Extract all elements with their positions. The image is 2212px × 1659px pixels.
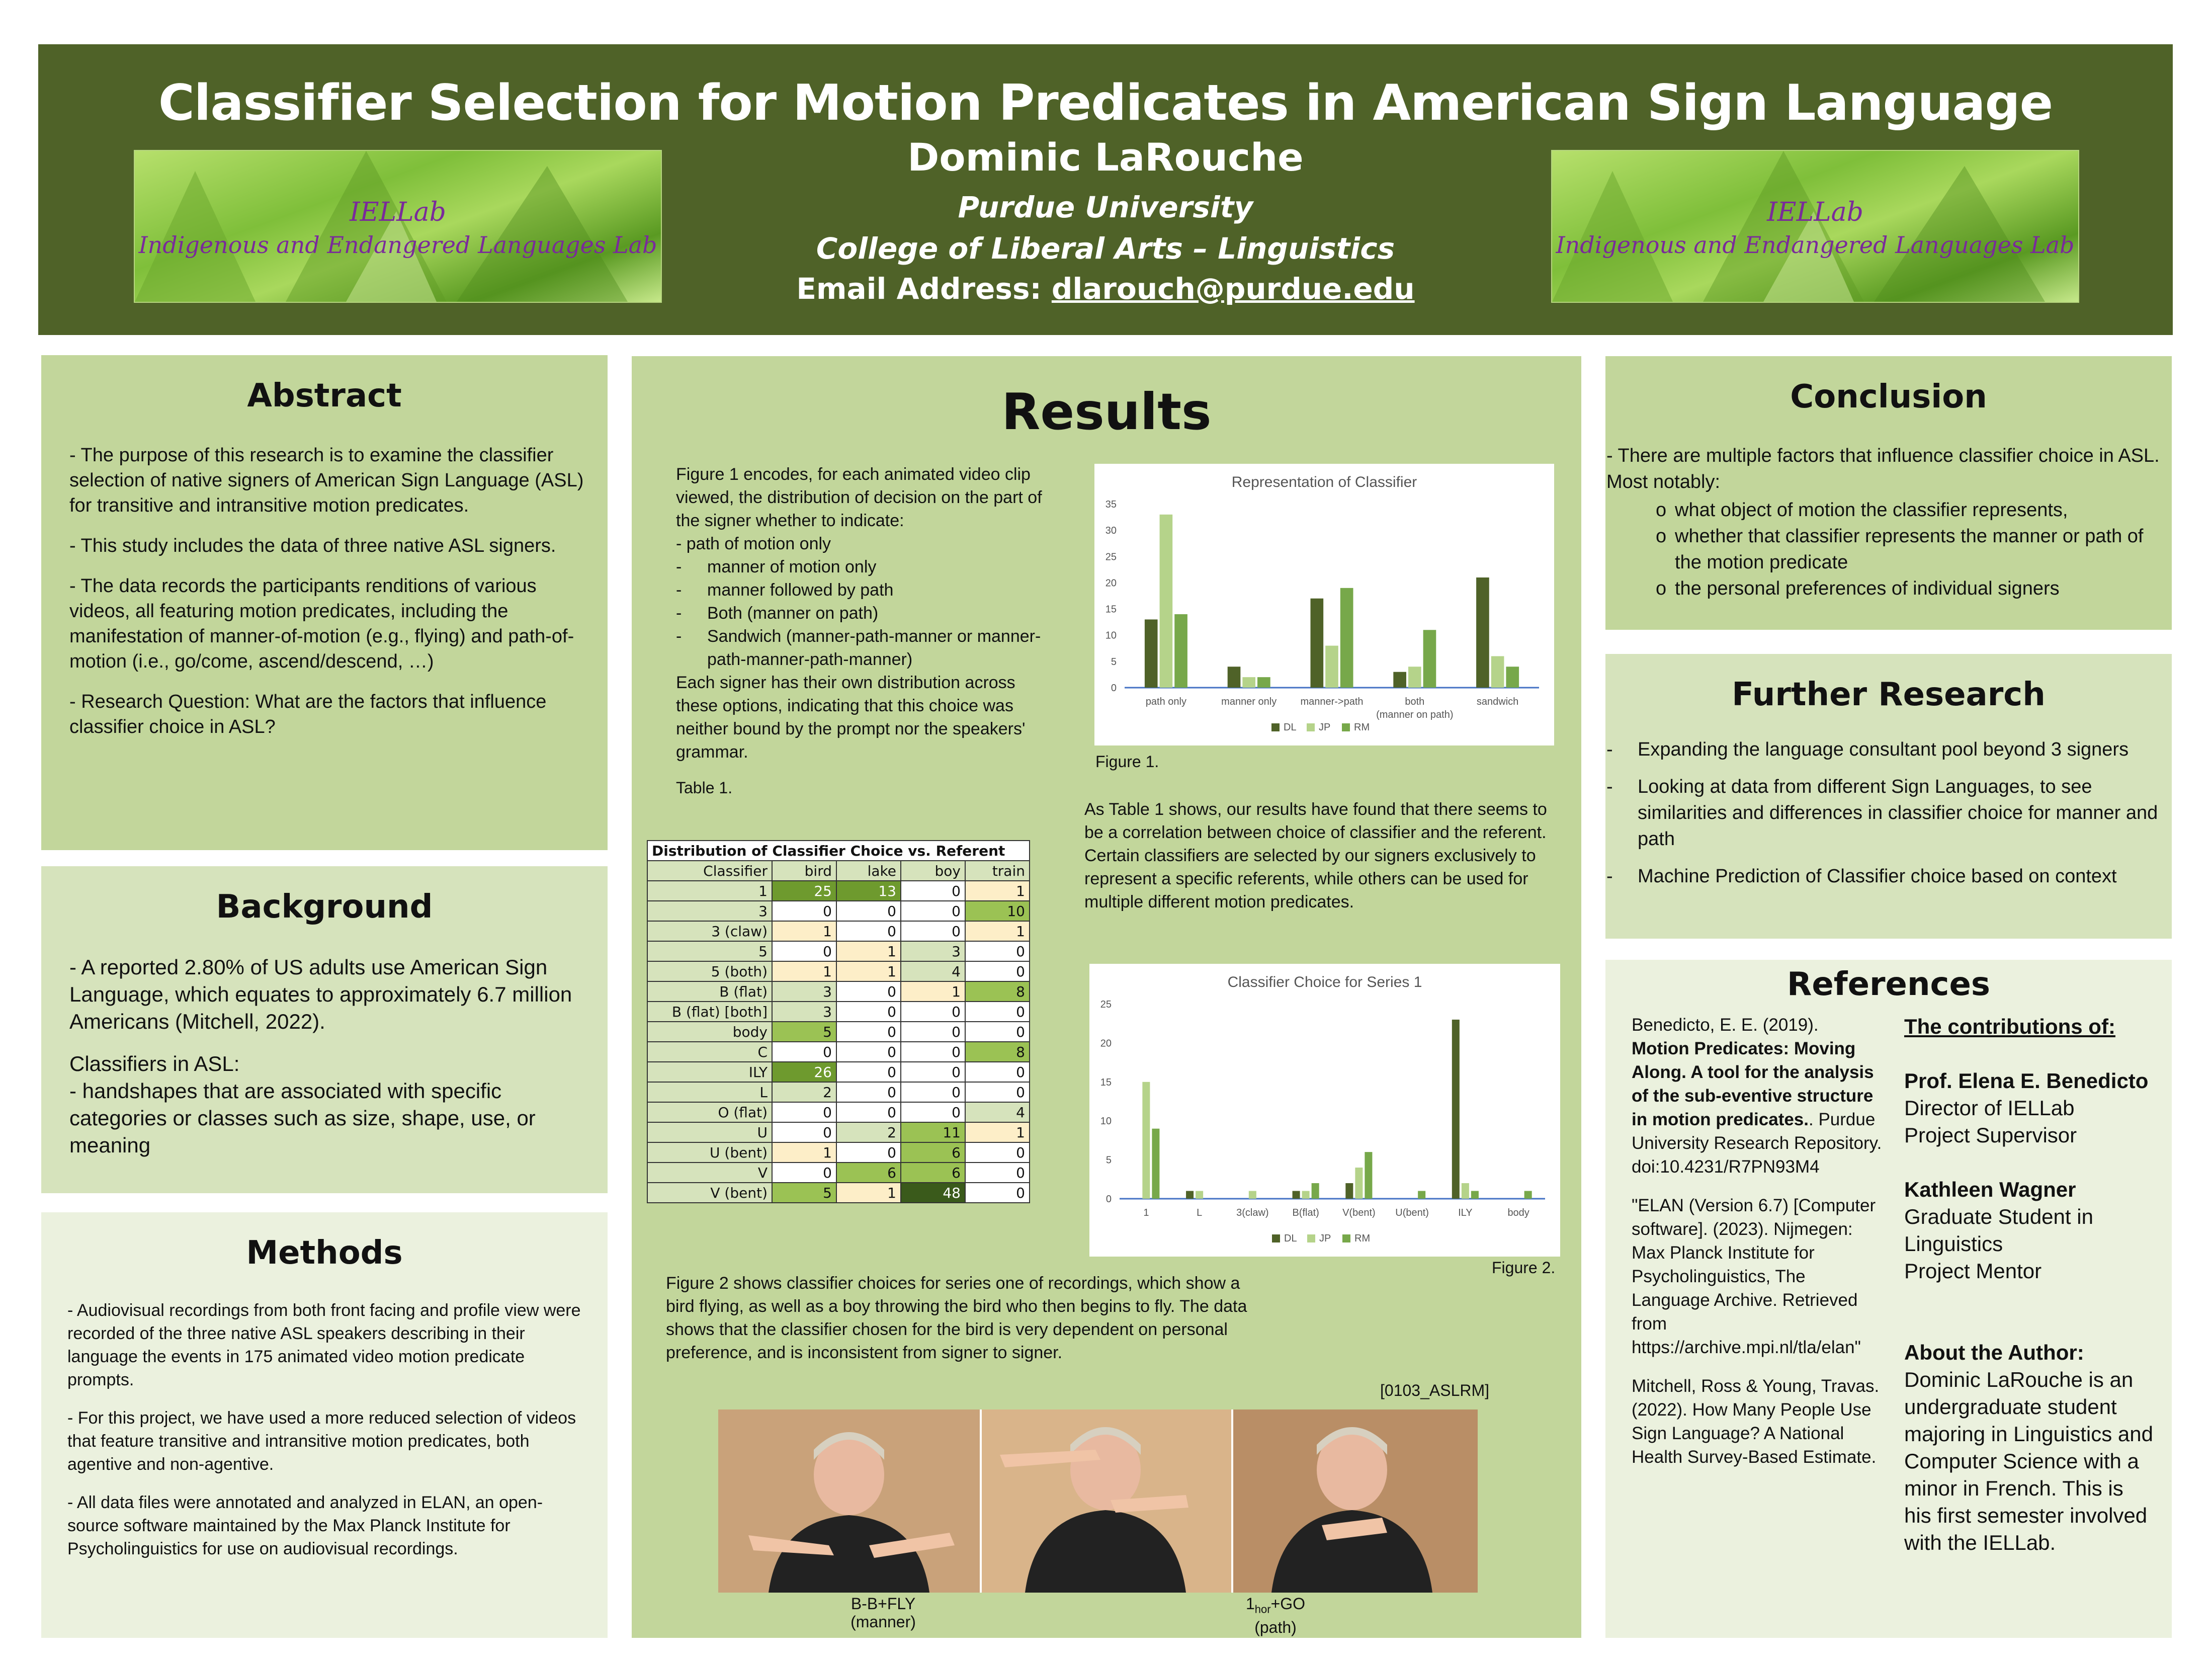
y-tick-label: 15 (1100, 1076, 1112, 1088)
table1-row-label: 3 (647, 901, 772, 921)
reference-1 (1632, 1013, 1883, 1179)
table1-cell: 0 (965, 941, 1030, 961)
table1-cell: 0 (901, 1082, 965, 1102)
photo-caption-2-type: (path) (1254, 1618, 1297, 1637)
table1-cell: 0 (965, 961, 1030, 981)
table1-row-label: O (flat) (647, 1102, 772, 1122)
figure1-description (676, 463, 1058, 764)
author-name: Dominic LaRouche (907, 135, 1304, 180)
abstract-body (69, 443, 587, 755)
logo-text-lab-name: Indigenous and Endangered Languages Lab (138, 231, 657, 259)
figure1-intro: Figure 1 encodes, for each animated video clip viewed, the distribution of decision on the part of the signer whether to indicate: (676, 465, 1042, 530)
x-tick-label: 3(claw) (1236, 1207, 1269, 1218)
table1-cell: 0 (772, 941, 836, 961)
further-research-body (1606, 736, 2165, 889)
table-row (647, 1062, 1030, 1082)
abstract-p2: - This study includes the data of three native ASL signers. (69, 535, 556, 556)
bar (1476, 577, 1489, 688)
table1-cell: 1 (965, 1122, 1030, 1142)
x-tick-label: body (1507, 1207, 1529, 1218)
bar (1242, 677, 1255, 688)
legend-swatch (1342, 1234, 1350, 1242)
bar (1345, 1183, 1353, 1199)
list-text: the personal preferences of individual signers (1675, 578, 2060, 599)
list-item (1606, 774, 2165, 852)
table1-cell: 0 (836, 921, 901, 941)
table1-cell: 0 (901, 1042, 965, 1062)
y-tick-label: 0 (1111, 683, 1117, 694)
table-row (647, 901, 1030, 921)
about-author-text: Dominic LaRouche is an undergraduate student majoring in Linguistics and Computer Science with a minor in French. This is his first semester involved with the IELLab. (1904, 1368, 2153, 1554)
table1-header: boy (901, 861, 965, 881)
methods-p2: - For this project, we have used a more reduced selection of videos that feature transitive and intransitive motion predicates, both agentive and non-agentive. (67, 1408, 576, 1474)
table1-cell: 0 (836, 981, 901, 1002)
x-tick-label: B(flat) (1292, 1207, 1319, 1218)
table1-cell: 4 (965, 1102, 1030, 1122)
bar (1471, 1191, 1479, 1199)
bar (1160, 515, 1173, 688)
abstract-p1: - The purpose of this research is to examine the classifier selection of native signers of American Sign Language (ASL) for transitive and intransitive motion predicates. (69, 445, 584, 516)
list-text: manner followed by path (707, 580, 894, 600)
abstract-title: Abstract (247, 377, 402, 414)
table1-cell: 0 (901, 1002, 965, 1022)
table1-cell: 0 (772, 1042, 836, 1062)
figure1-outro: Each signer has their own distribution across these options, indicating that this choice was neither bound by the prompt nor the speakers' grammar. (676, 673, 1026, 762)
ref1-author: Benedicto, E. E. (2019). (1632, 1015, 1819, 1035)
table1-cell: 0 (901, 921, 965, 941)
table1-row-label: 1 (647, 881, 772, 901)
contributor-1-name: Prof. Elena E. Benedicto (1904, 1069, 2149, 1093)
table1-cell: 0 (901, 1102, 965, 1122)
table1-cell: 1 (772, 1142, 836, 1163)
conclusion-list (1656, 497, 2165, 602)
table-row (647, 1142, 1030, 1163)
table1-cell: 2 (836, 1122, 901, 1142)
table1-cell: 1 (965, 921, 1030, 941)
table1-row-label: C (647, 1042, 772, 1062)
figure1-list-item: - Both (manner on path) (676, 602, 1058, 625)
conclusion-panel (1605, 356, 2172, 630)
figure2-description: Figure 2 shows classifier choices for series one of recordings, which show a bird flying, as well as a boy throwing the bird who then begins to fly. The data shows that the classifier chosen for the bird is very dependent on personal preference, and is inconsistent from signer to signer. (666, 1274, 1247, 1362)
table1-cell: 1 (836, 1183, 901, 1203)
table1-cell: 1 (901, 981, 965, 1002)
methods-title: Methods (246, 1234, 403, 1272)
x-tick-label: sandwich (1476, 696, 1519, 707)
y-tick-label: 20 (1105, 577, 1117, 589)
table1-row-label: V (bent) (647, 1183, 772, 1203)
bar (1311, 599, 1324, 688)
table1-cell: 0 (836, 1142, 901, 1163)
reference-2: "ELAN (Version 6.7) [Computer software]. (2023). Nijmegen: Max Planck Institute for Psycholinguistics, The Language Archive. Retrieved from https://archive.mpi.nl/tla/elan" (1632, 1196, 1876, 1357)
bar (1340, 588, 1353, 688)
contributor-2-name: Kathleen Wagner (1904, 1178, 2076, 1201)
y-tick-label: 10 (1100, 1116, 1112, 1127)
bar (1249, 1191, 1256, 1199)
table1-cell: 1 (772, 961, 836, 981)
table-row (647, 1183, 1030, 1203)
legend-swatch (1307, 1234, 1315, 1242)
table1-cell: 6 (901, 1163, 965, 1183)
conclusion-title: Conclusion (1790, 378, 1987, 416)
results-panel (632, 356, 1581, 1638)
x-tick-label: manner only (1221, 696, 1277, 707)
table1-cell: 0 (965, 1142, 1030, 1163)
abstract-p3: - The data records the participants renditions of various videos, all featuring motion predicates, including the manifestation of manner-of-motion (e.g., flying) and path-of-motion (i.e., go/come, ascend/descend, …) (69, 575, 574, 672)
background-p2b: - handshapes that are associated with specific categories or classes such as size, shape, use, or meaning (69, 1079, 536, 1157)
y-tick-label: 15 (1105, 604, 1117, 615)
y-tick-label: 0 (1105, 1194, 1112, 1205)
table1-row-label: U (647, 1122, 772, 1142)
y-tick-label: 35 (1105, 499, 1117, 510)
gloss-number: 1 (1245, 1595, 1255, 1613)
gloss-verb: +GO (1270, 1595, 1306, 1613)
bar (1506, 667, 1519, 688)
legend-swatch (1307, 723, 1315, 731)
table1-title: Distribution of Classifier Choice vs. Referent (647, 841, 1030, 861)
table1-description: As Table 1 shows, our results have found that there seems to be a correlation between choice of classifier and the referent. Certain classifiers are selected by our signers exclusively to represent a specific referents, while others can be used for multiple different motion predicates. (1084, 800, 1547, 911)
legend-label: DL (1284, 722, 1297, 733)
methods-p3: - All data files were annotated and analyzed in ELAN, an open-source software maintained by the Max Planck Institute for Psycholinguistics for use on audiovisual recordings. (67, 1493, 543, 1558)
contributor-2-role: Graduate Student in Linguistics (1904, 1205, 2093, 1256)
table1-cell: 1 (836, 961, 901, 981)
photo-caption-2 (1205, 1595, 1346, 1636)
table1-cell: 0 (965, 1082, 1030, 1102)
references-title: References (1787, 966, 1990, 1003)
list-text: Expanding the language consultant pool beyond 3 signers (1638, 739, 2129, 760)
table1-cell: 1 (772, 921, 836, 941)
table1-cell: 0 (965, 1062, 1030, 1082)
bar (1325, 646, 1338, 688)
bullet: - (1606, 776, 1613, 797)
x-tick-label: (manner on path) (1376, 709, 1454, 720)
conclusion-body (1606, 443, 2165, 602)
y-tick-label: 30 (1105, 525, 1117, 537)
table-row (647, 1082, 1030, 1102)
further-research-panel (1605, 654, 2172, 939)
poster-header (38, 44, 2173, 335)
bar (1462, 1183, 1469, 1199)
table1-row-label: B (flat) [both] (647, 1002, 772, 1022)
table1-cell: 0 (836, 1002, 901, 1022)
table1-row-label: 5 (647, 941, 772, 961)
contributor-1-role: Director of IELLab (1904, 1096, 2075, 1120)
table-row (647, 1042, 1030, 1062)
logo-text-iellab: IELLab (350, 197, 446, 227)
email-link[interactable]: dlarouch@purdue.edu (1051, 272, 1415, 306)
legend-label: RM (1354, 722, 1370, 733)
table-row (647, 981, 1030, 1002)
figure1-caption: Figure 1. (1095, 753, 1159, 771)
table1-cell: 5 (772, 1022, 836, 1042)
table1-cell: 10 (965, 901, 1030, 921)
table1-cell: 26 (772, 1062, 836, 1082)
figure1-chart (1094, 464, 1554, 745)
iellab-logo-left (134, 150, 662, 303)
table1-header: bird (772, 861, 836, 881)
email-label: Email Address: (796, 272, 1052, 306)
list-item (1606, 736, 2165, 763)
methods-body (67, 1299, 590, 1575)
further-research-title: Further Research (1732, 676, 2046, 713)
table1-cell: 3 (901, 941, 965, 961)
table1-cell: 4 (901, 961, 965, 981)
y-tick-label: 25 (1105, 551, 1117, 563)
bar (1257, 677, 1270, 688)
x-tick-label: manner->path (1300, 696, 1364, 707)
photo-caption-2-gloss (1205, 1595, 1346, 1618)
y-tick-label: 20 (1100, 1038, 1112, 1049)
list-text: whether that classifier represents the manner or path of the motion predicate (1675, 526, 2144, 573)
contributions-title: The contributions of: (1904, 1015, 2115, 1038)
references-panel (1605, 960, 2172, 1638)
table1-row-label: B (flat) (647, 981, 772, 1002)
bar (1312, 1183, 1319, 1199)
poster-title: Classifier Selection for Motion Predicates in American Sign Language (158, 74, 2053, 132)
background-p1: - A reported 2.80% of US adults use American Sign Language, which equates to approximately 6.7 million Americans (Mitchell, 2022). (69, 955, 572, 1033)
table1-cell: 3 (772, 1002, 836, 1022)
table1-cell: 0 (772, 1122, 836, 1142)
methods-p1: - Audiovisual recordings from both front facing and profile view were recorded of the three native ASL speakers describing in their language the events in 175 animated video motion predicate prompts. (67, 1301, 581, 1389)
table-row (647, 1002, 1030, 1022)
bar (1228, 667, 1241, 688)
table1-cell: 25 (772, 881, 836, 901)
table1-cell: 5 (772, 1183, 836, 1203)
x-tick-label: U(bent) (1395, 1207, 1429, 1218)
x-tick-label: V(bent) (1342, 1207, 1376, 1218)
table1-cell: 3 (772, 981, 836, 1002)
background-panel (41, 866, 608, 1193)
figure1-chart-svg (1094, 464, 1554, 745)
table1-grid (647, 840, 1030, 1203)
x-tick-label: both (1405, 696, 1425, 707)
bar (1355, 1168, 1363, 1199)
bullet: o (1656, 500, 1667, 521)
background-body (69, 954, 587, 1159)
references-list (1632, 1013, 1883, 1484)
bullet: - (1606, 739, 1613, 760)
legend-label: JP (1319, 1233, 1331, 1244)
figure2-chart (1089, 964, 1560, 1257)
chart-title: Representation of Classifier (1231, 474, 1417, 490)
table-row (647, 1022, 1030, 1042)
background-p2a: Classifiers in ASL: (69, 1052, 240, 1075)
table1-cell: 0 (965, 1163, 1030, 1183)
bar (1152, 1129, 1159, 1199)
x-tick-label: L (1197, 1207, 1203, 1218)
bar (1145, 619, 1158, 688)
contributor-2-role2: Project Mentor (1904, 1259, 2042, 1283)
table-label: Table 1. (676, 779, 733, 797)
figure2-caption: Figure 2. (1492, 1259, 1556, 1277)
table1-cell: 11 (901, 1122, 965, 1142)
table1-cell: 8 (965, 981, 1030, 1002)
table1-cell: 0 (836, 1082, 901, 1102)
table1-cell: 0 (836, 1102, 901, 1122)
list-text: manner of motion only (707, 557, 877, 576)
bullet: o (1656, 578, 1667, 599)
table1-cell: 0 (772, 901, 836, 921)
table1-cell: 0 (901, 901, 965, 921)
table1-cell: 0 (965, 1022, 1030, 1042)
bullet: o (1656, 526, 1667, 547)
table1-cell: 8 (965, 1042, 1030, 1062)
table-row (647, 961, 1030, 981)
list-text: what object of motion the classifier represents, (1675, 500, 2068, 521)
conclusion-intro: - There are multiple factors that influence classifier choice in ASL. Most notably: (1606, 445, 2160, 492)
legend-swatch (1272, 1234, 1280, 1242)
table1-cell: 0 (836, 1022, 901, 1042)
table1-cell: 0 (836, 901, 901, 921)
bar (1293, 1191, 1300, 1199)
bar (1423, 630, 1436, 688)
bar (1365, 1152, 1372, 1199)
x-tick-label: 1 (1143, 1207, 1149, 1218)
y-tick-label: 5 (1111, 656, 1117, 668)
table1-row-label: V (647, 1163, 772, 1183)
about-author-title: About the Author: (1904, 1341, 2084, 1364)
figure2-chart-svg (1089, 964, 1560, 1257)
list-item (1606, 863, 2165, 889)
table1-cell: 1 (965, 881, 1030, 901)
bar (1174, 614, 1187, 688)
photo-caption-1-type: (manner) (850, 1613, 916, 1631)
table1-row-label: body (647, 1022, 772, 1042)
y-tick-label: 25 (1100, 999, 1112, 1010)
table1 (647, 840, 1030, 1203)
signer-video-stills (718, 1409, 1478, 1593)
table1-cell: 48 (901, 1183, 965, 1203)
bar (1524, 1191, 1532, 1199)
table1-cell: 6 (836, 1163, 901, 1183)
table1-cell: 0 (772, 1163, 836, 1183)
table-row (647, 921, 1030, 941)
abstract-panel (41, 355, 608, 850)
methods-panel (41, 1212, 608, 1638)
list-text: Both (manner on path) (707, 604, 879, 623)
results-title: Results (1001, 382, 1212, 441)
table1-cell: 6 (901, 1142, 965, 1163)
reference-3: Mitchell, Ross & Young, Travas. (2022). How Many People Use Sign Language? A National Health Survey-Based Estimate. (1632, 1376, 1880, 1467)
table-row (647, 881, 1030, 901)
y-tick-label: 5 (1105, 1154, 1112, 1166)
photo-tag: [0103_ASLRM] (1380, 1381, 1490, 1399)
signer-photo-icon (718, 1409, 1478, 1593)
figure1-list-item: - Sandwich (manner-path-manner or manner-path-manner-path-manner) (676, 625, 1058, 671)
background-title: Background (216, 888, 433, 926)
list-text: Sandwich (manner-path-manner or manner-path-manner-path-manner) (707, 627, 1041, 669)
bar (1302, 1191, 1310, 1199)
table-row (647, 1163, 1030, 1183)
table1-header: lake (836, 861, 901, 881)
list-item (1656, 497, 2165, 523)
table1-cell: 0 (836, 1042, 901, 1062)
table1-cell: 0 (901, 1022, 965, 1042)
table1-cell: 0 (965, 1002, 1030, 1022)
iellab-logo-right (1551, 150, 2079, 303)
photo-caption-1-gloss: B-B+FLY (850, 1595, 916, 1613)
logo-text-iellab: IELLab (1767, 197, 1863, 227)
bar (1186, 1191, 1194, 1199)
list-text: Looking at data from different Sign Languages, to see similarities and differences in classifier choice for manner and path (1638, 776, 2158, 850)
university: Purdue University (958, 190, 1253, 224)
bar (1452, 1020, 1460, 1199)
list-text: Machine Prediction of Classifier choice based on context (1638, 866, 2117, 887)
contributions (1904, 1013, 2156, 1556)
table1-row-label: 5 (both) (647, 961, 772, 981)
figure1-list-item: - path of motion only (676, 534, 831, 553)
bar (1393, 672, 1406, 688)
y-tick-label: 10 (1105, 630, 1117, 641)
table1-cell: 1 (836, 941, 901, 961)
table1-cell: 2 (772, 1082, 836, 1102)
legend-swatch (1342, 723, 1350, 731)
table1-row-label: U (bent) (647, 1142, 772, 1163)
list-item (1656, 575, 2165, 602)
logo-text-lab-name: Indigenous and Endangered Languages Lab (1556, 231, 2075, 259)
college: College of Liberal Arts – Linguistics (816, 231, 1395, 266)
gloss-subscript: hor (1254, 1603, 1271, 1616)
table1-row-label: 3 (claw) (647, 921, 772, 941)
table1-cell: 0 (836, 1062, 901, 1082)
table1-row-label: ILY (647, 1062, 772, 1082)
table1-cell: 0 (901, 881, 965, 901)
table1-cell: 0 (772, 1102, 836, 1122)
list-item (1656, 523, 2165, 575)
bar (1491, 656, 1504, 688)
contributor-1-role2: Project Supervisor (1904, 1123, 2077, 1147)
ref1-source: . Purdue University Research Repository. doi:10.4231/R7PN93M4 (1632, 1110, 1882, 1177)
table1-cell: 0 (965, 1183, 1030, 1203)
bar (1196, 1191, 1203, 1199)
table1-header: Classifier (647, 861, 772, 881)
legend-swatch (1271, 723, 1280, 731)
x-tick-label: path only (1145, 696, 1186, 707)
table-row (647, 941, 1030, 961)
bar (1408, 667, 1421, 688)
chart-title: Classifier Choice for Series 1 (1227, 974, 1422, 990)
abstract-p4: - Research Question: What are the factors that influence classifier choice in ASL? (69, 691, 547, 737)
ref1-title: Motion Predicates: Moving Along. A tool for the analysis of the sub-eventive structure in motion predicates. (1632, 1039, 1874, 1129)
figure1-list-item: - manner of motion only (676, 555, 1058, 578)
table1-cell: 0 (901, 1062, 965, 1082)
legend-label: RM (1354, 1233, 1371, 1244)
table-row (647, 1102, 1030, 1122)
bullet: - (1606, 866, 1613, 887)
photo-caption-1 (813, 1595, 954, 1631)
x-tick-label: ILY (1458, 1207, 1473, 1218)
table1-cell: 13 (836, 881, 901, 901)
table1-header: train (965, 861, 1030, 881)
legend-label: JP (1319, 722, 1331, 733)
table-row (647, 1122, 1030, 1142)
figure1-list-item: - manner followed by path (676, 578, 1058, 602)
bar (1418, 1191, 1425, 1199)
table1-row-label: L (647, 1082, 772, 1102)
bar (1142, 1082, 1150, 1199)
legend-label: DL (1284, 1233, 1297, 1244)
